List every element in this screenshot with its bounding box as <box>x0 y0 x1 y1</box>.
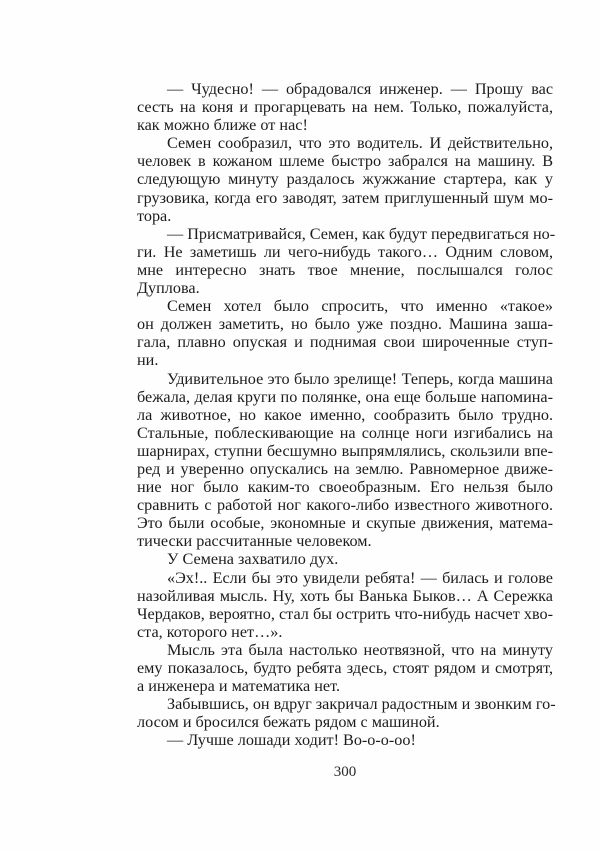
paragraph <box>137 641 553 695</box>
text-line: бежала, делая круги по полянке, она еще больше напомина- <box>137 387 553 406</box>
paragraph <box>137 695 556 732</box>
text-line: тически рассчитанные человеком. <box>137 532 372 551</box>
paragraph <box>137 550 553 568</box>
paragraph <box>137 569 553 641</box>
text-line: — Лучше лошади ходит! Во-о-о-оо! <box>167 731 416 750</box>
text-line: ни. <box>137 351 159 370</box>
paragraph <box>137 731 553 749</box>
text-line: шарнирах, ступни бесшумно выпрямлялись, скользили впе- <box>137 441 553 460</box>
text-line: Это были особые, экономные и скупые движения, матема- <box>137 514 553 533</box>
paragraph <box>137 224 556 298</box>
text-line: — Чудесно! — обрадовался инженер. — Прошу вас <box>167 80 553 98</box>
body-text <box>137 80 556 750</box>
paragraph <box>137 370 553 551</box>
text-line: Дуплова. <box>137 279 200 298</box>
text-line: ему показалось, будто ребята здесь, стоят рядом и смотрят, <box>137 659 553 677</box>
text-line: — Присматривайся, Семен, как будут передвигаться но- <box>167 224 556 243</box>
text-line: гала, плавно опуская и поднимая свои широченные ступ- <box>137 333 553 352</box>
text-line: ла животное, но какое именно, сообразить было трудно. <box>137 405 553 424</box>
text-line: как можно ближе от нас! <box>137 116 308 135</box>
text-line: ста, которого нет…». <box>137 622 283 641</box>
text-line: ред и уверенно опускались на землю. Равномерное движе- <box>137 459 553 478</box>
text-line: Забывшись, он вдруг закричал радостным и звонким го- <box>167 695 556 714</box>
paragraph <box>137 134 553 224</box>
text-line: Стальные, поблескивающие на солнце ноги изгибались на <box>137 423 553 442</box>
paragraph <box>137 80 553 134</box>
text-line: Мысль эта была настолько неотвязной, что на минуту <box>167 640 553 659</box>
paragraph <box>137 297 553 369</box>
text-line: он должен заметить, но было уже поздно. Машина заша- <box>137 315 553 334</box>
page-number: 300 <box>333 764 357 780</box>
text-line: следующую минуту раздалось жужжание стартера, как у <box>137 170 553 189</box>
text-line: человек в кожаном шлеме быстро забрался на машину. В <box>137 152 553 171</box>
text-line: сесть на коня и прогарцевать на нем. Только, пожалуйста, <box>137 98 553 117</box>
text-line: У Семена захватило дух. <box>167 550 339 569</box>
text-line: Чердаков, вероятно, стал бы острить что-нибудь насчет хво- <box>137 604 553 623</box>
text-line: Удивительное это было зрелище! Теперь, когда машина <box>167 369 553 388</box>
text-line: мне интересно знать твое мнение, послышался голос <box>137 260 553 279</box>
text-line: тора. <box>137 206 172 225</box>
text-line: а инженера и математика нет. <box>137 677 340 696</box>
text-line: сравнить с работой ног какого-либо известного животного. <box>137 496 553 515</box>
text-line: ние ног было каким-то своеобразным. Его нельзя было <box>137 478 553 497</box>
text-line: назойливая мысль. Ну, хоть бы Ванька Быков… А Сережка <box>137 586 553 605</box>
text-line: лосом и бросился бежать рядом с машиной. <box>137 713 440 732</box>
text-line: грузовика, когда его заводят, затем приглушенный шум мо- <box>137 188 553 207</box>
text-line: ги. Не заметишь ли чего-нибудь такого… Одним словом, <box>137 242 553 261</box>
text-line: «Эх!.. Если бы это увидели ребята! — билась и голове <box>167 568 553 587</box>
text-line: Семен хотел было спросить, что именно «такое» <box>167 297 553 316</box>
text-line: Семен сообразил, что это водитель. И действительно, <box>167 134 553 153</box>
